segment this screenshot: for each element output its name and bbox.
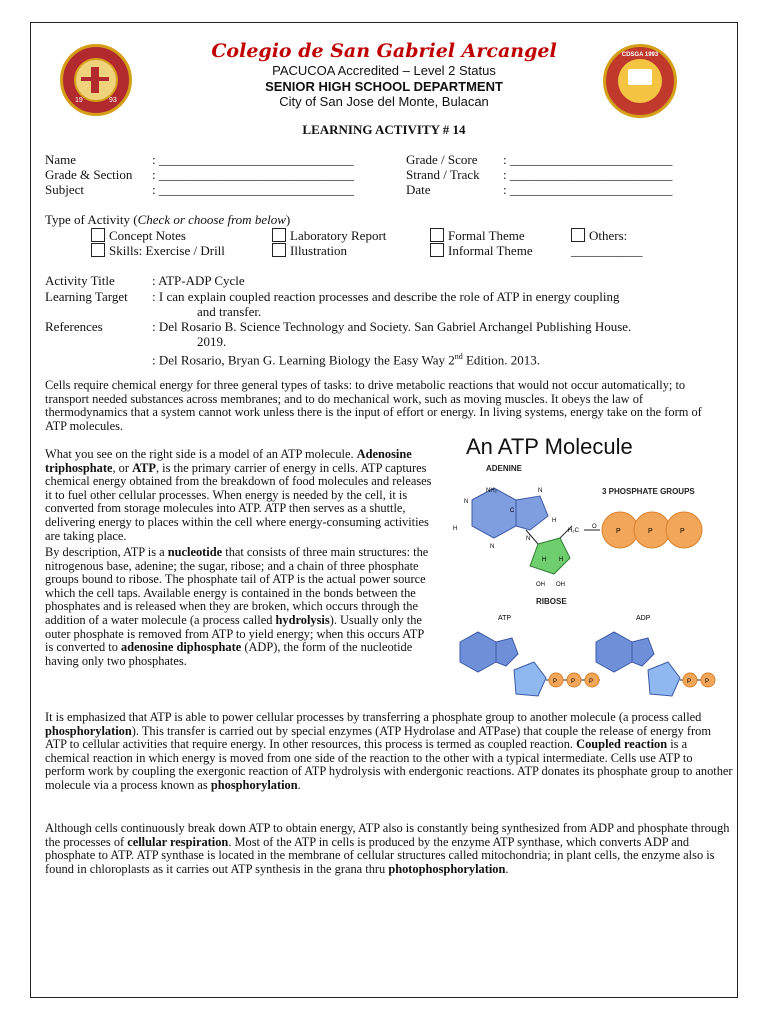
atp-label: ATP [498, 615, 512, 622]
atom-h: H [559, 557, 564, 563]
atom-h2c: H₂C [568, 528, 579, 534]
subject-label: Subject [45, 182, 84, 197]
adp-p-letter: P [705, 679, 710, 685]
ribose-ring [530, 538, 570, 574]
atp-base-pentagon [496, 638, 518, 666]
reference-1: : Del Rosario B. Science Technology and Society. San Gabriel Archangel Publishing House. [152, 319, 632, 334]
ribose-label: RIBOSE [536, 597, 567, 606]
paragraph-atp-model: What you see on the right side is a model of an ATP molecule. Adenosine triphosphate, or ATP, is the primary carrier of energy in cells. ATP captures chemical energy obtained from the breakdown of food molecules and releases it to fuel other cellular processes. When energy is needed by the cell, it is converted from storage molecules into ATP. ATP then serves as a shuttle, delivering energy to places within the cell where energy-consuming activities are taking place. [45, 447, 432, 543]
option-concept-notes[interactable]: Concept Notes [91, 228, 186, 243]
checkbox[interactable] [91, 243, 105, 257]
atom-oh: OH [556, 582, 565, 588]
option-lab-report[interactable]: Laboratory Report [272, 228, 386, 243]
checkbox[interactable] [91, 228, 105, 242]
atom-n: N [490, 544, 495, 550]
atom-p: P [680, 528, 685, 535]
option-formal-theme[interactable]: Formal Theme [430, 228, 525, 243]
atom-oh: OH [536, 582, 545, 588]
strand-track-label: Strand / Track [406, 167, 480, 182]
adp-base [596, 632, 632, 672]
accreditation: PACUCOA Accredited – Level 2 Status [272, 63, 496, 78]
activity-number-title: LEARNING ACTIVITY # 14 [302, 122, 466, 137]
adenine-label: ADENINE [486, 464, 523, 473]
atp-p-letter: P [553, 679, 558, 685]
atom-h: H [552, 518, 557, 524]
reference-1-cont: 2019. [197, 334, 227, 349]
paragraph-intro: Cells require chemical energy for three general types of tasks: to drive metabolic reactions that would not occur automatically; to transport needed substances across membranes; and to do mechanical work, such as moving muscles. It obeys the law of thermodynamics that a system cannot work unless there is the input of effort or energy. In living systems, energy take on the form of ATP molecules. [45, 378, 702, 433]
adenine-ring-pentagon [516, 496, 548, 530]
learning-target-value-cont: and transfer. [197, 304, 262, 319]
checkbox[interactable] [272, 243, 286, 257]
phosphate-groups-label: 3 PHOSPHATE GROUPS [602, 487, 695, 496]
right-logo-text: CDSGA 1993 [621, 52, 659, 58]
atp-p-letter: P [571, 679, 576, 685]
paragraph-nucleotide: By description, ATP is a nucleotide that consists of three main structures: the nitrogenous base, adenine; the sugar, ribose; and a chain of three phosphate groups bound to ribose. The phosphate tail of ATP is the actual power source which the cell taps. Available energy is contained in the bonds between the phosphates and is released when they are broken, which occurs through the addition of a water molecule (a process called hydrolysis). Usually only the outer phosphate is removed from ATP to yield energy; when this occurs ATP is converted to adenosine diphosphate (ADP), the form of the nucleotide having only two phosphates. [45, 545, 429, 668]
atom-n: N [464, 499, 469, 505]
date-field[interactable]: : _________________________ [503, 182, 673, 197]
school-name: Colegio de San Gabriel Arcangel [211, 40, 557, 62]
name-label: Name [45, 152, 77, 167]
left-logo-year-left: 19 [75, 97, 83, 104]
atp-p-letter: P [589, 679, 594, 685]
atom-c: C [510, 508, 515, 514]
name-field[interactable]: : ______________________________ [152, 152, 354, 167]
atom-p: P [648, 528, 653, 535]
reference-2: : Del Rosario, Bryan G. Learning Biology the Easy Way 2nd Edition. 2013. [152, 352, 540, 368]
atom-nh2: NH₂ [486, 488, 497, 494]
left-logo-year-right: 93 [109, 97, 117, 104]
department: SENIOR HIGH SCHOOL DEPARTMENT [265, 79, 503, 94]
adp-ribose [648, 662, 680, 696]
checkbox[interactable] [430, 228, 444, 242]
atom-h: H [453, 526, 458, 532]
learning-target-value: : I can explain coupled reaction processes and describe the role of ATP in energy coupling [152, 289, 620, 304]
adp-p-letter: P [687, 679, 692, 685]
location: City of San Jose del Monte, Bulacan [279, 94, 489, 109]
checkbox[interactable] [272, 228, 286, 242]
adp-base-pentagon [632, 638, 654, 666]
option-skills[interactable]: Skills: Exercise / Drill [91, 243, 225, 258]
atom-n: N [526, 536, 531, 542]
checkbox[interactable] [430, 243, 444, 257]
grade-section-label: Grade & Section [45, 167, 133, 182]
option-others[interactable]: Others: [571, 228, 627, 243]
adp-label: ADP [636, 615, 651, 622]
learning-target-label: Learning Target [45, 289, 128, 304]
date-label: Date [406, 182, 431, 197]
grade-score-label: Grade / Score [406, 152, 478, 167]
atp-molecule-diagram [450, 470, 720, 705]
atp-ribose [514, 662, 546, 696]
atp-base [460, 632, 496, 672]
subject-field[interactable]: : ______________________________ [152, 182, 354, 197]
activity-title-label: Activity Title [45, 273, 115, 288]
activity-type-heading: Type of Activity (Check or choose from below) [45, 212, 291, 227]
atom-n: N [538, 488, 543, 494]
activity-title-value: : ATP-ADP Cycle [152, 273, 245, 288]
option-illustration[interactable]: Illustration [272, 243, 347, 258]
others-blank[interactable]: ___________ [571, 243, 643, 258]
figure-title: An ATP Molecule [466, 434, 633, 459]
checkbox[interactable] [571, 228, 585, 242]
strand-track-field[interactable]: : _________________________ [503, 167, 673, 182]
references-label: References [45, 319, 103, 334]
paragraph-phosphorylation: It is emphasized that ATP is able to power cellular processes by transferring a phosphate group to another molecule (a process called phosphorylation). This transfer is carried out by special enzymes (ATP Hydrolase and ATPase) that couple the release of energy from ATP to cellular activities that require energy. In other resources, this process is termed as coupled reaction. Coupled reaction is a chemical reaction in which energy is moved from one side of the reaction to the other with a typical intermediate. Cells use ATP to perform work by coupling the exergonic reaction of ATP hydrolysis with endergonic reactions. ATP donates its phosphate group to another molecule via a process known as phosphorylation. [45, 710, 733, 792]
atom-o: O [592, 524, 597, 530]
grade-score-field[interactable]: : _________________________ [503, 152, 673, 167]
atom-h: H [542, 557, 547, 563]
option-informal-theme[interactable]: Informal Theme [430, 243, 533, 258]
paragraph-synthesis: Although cells continuously break down ATP to obtain energy, ATP also is constantly being synthesized from ADP and phosphate through the processes of cellular respiration. Most of the ATP in cells is produced by the enzyme ATP synthase, which converts ADP and phosphate to ATP. ATP synthase is located in the membrane of cellular structures called mitochondria; in plant cells, the enzyme also is found in chloroplasts as it carries out ATP synthesis in the grana thru photophosphorylation. [45, 821, 730, 876]
grade-section-field[interactable]: : ______________________________ [152, 167, 354, 182]
atom-p: P [616, 528, 621, 535]
